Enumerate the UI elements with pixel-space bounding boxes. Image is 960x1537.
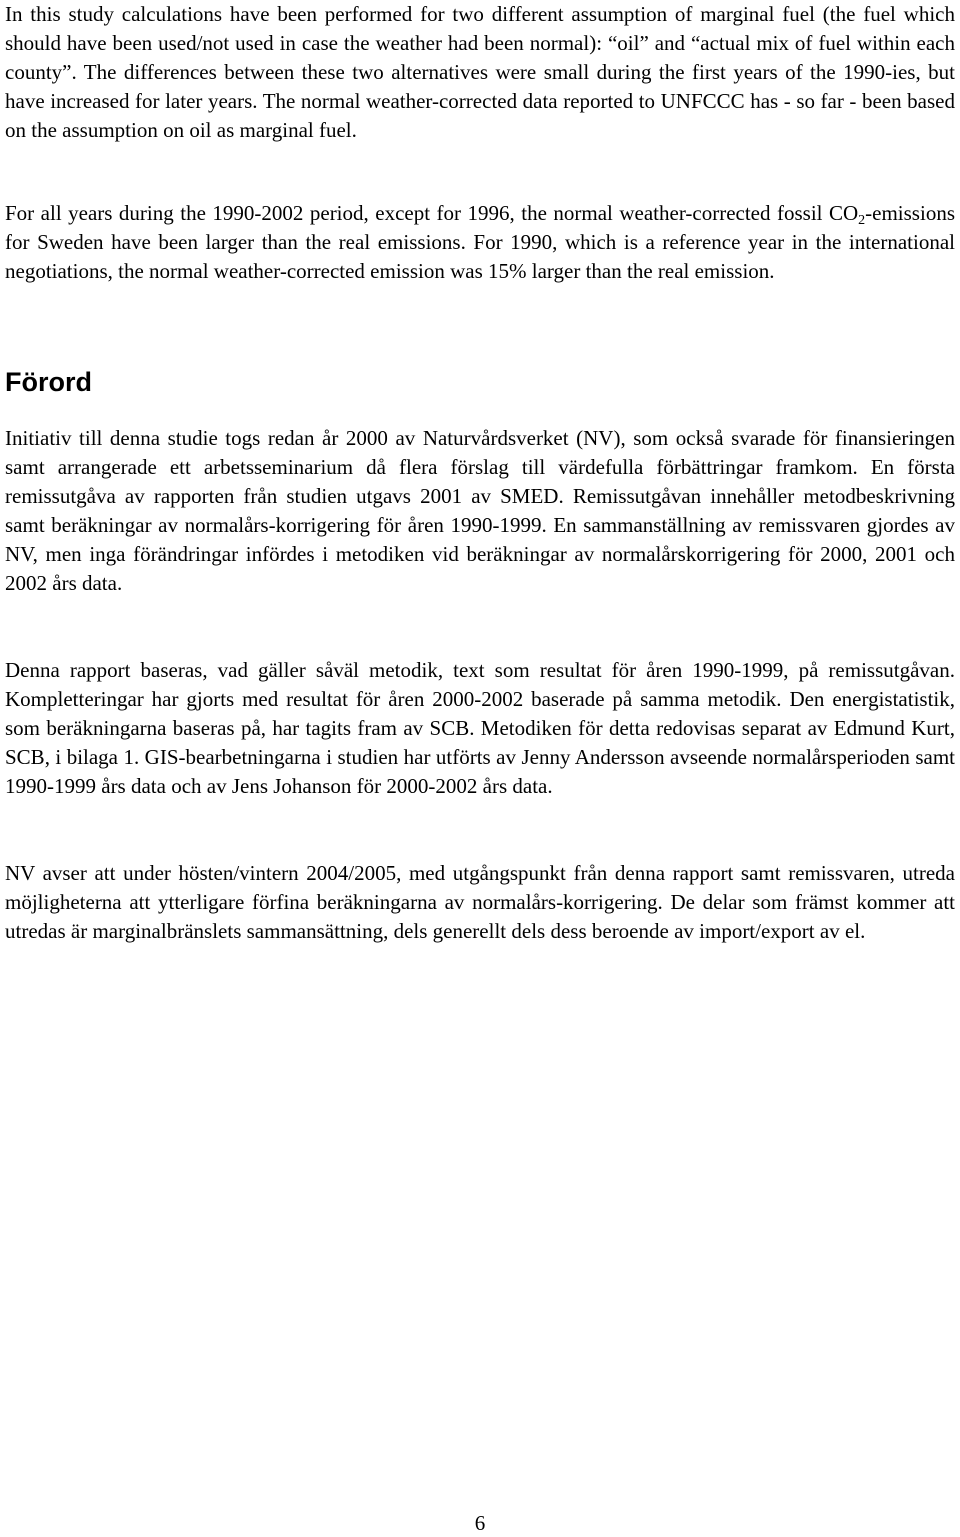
paragraph-nv-avser xyxy=(5,859,955,946)
subscript-2: 2 xyxy=(858,213,866,228)
paragraph-text: Initiativ till denna studie togs redan år 2000 av Naturvårdsverket (NV), som också svarade för finansieringen samt arrangerade ett arbetsseminarium då flera förslag till värdefulla förbättringar framkom. En första remissutgåva av rapporten från studien utgavs 2001 av SMED. Remissutgåvan innehåller metodbeskrivning samt beräkningar av normalårs-korrigering för åren 1990-1999. En sammanställning av remissvaren gjordes av NV, men inga förändringar infördes i metodiken vid beräkningar av normalårskorrigering för 2000, 2001 och 2002 års data. xyxy=(5,426,955,595)
paragraph-text-before-subscript: For all years during the 1990-2002 period, except for 1996, the normal weather-corrected fossil CO xyxy=(5,201,859,225)
page-number: 6 xyxy=(474,1511,486,1535)
paragraph-marginal-fuel xyxy=(5,0,955,145)
paragraph-text: NV avser att under hösten/vintern 2004/2005, med utgångspunkt från denna rapport samt remissvaren, utreda möjligheterna att ytterligare förfina beräkningarna av normalårs-korrigering. De delar som främst kommer att utredas är marginalbränslets sammansättning, dels generellt dels dess beroende av import/export av el. xyxy=(5,861,955,943)
paragraph-text: In this study calculations have been performed for two different assumption of marginal fuel (the fuel which should have been used/not used in case the weather had been normal): “oil” and “actual mix of fuel within each county”. The differences between these two alternatives were small during the first years of the 1990-ies, but have increased for later years. The normal weather-corrected data reported to UNFCCC has - so far - been based on the assumption on oil as marginal fuel. xyxy=(5,2,955,142)
paragraph-text: Denna rapport baseras, vad gäller såväl metodik, text som resultat för åren 1990-1999, på remissutgåvan. Kompletteringar har gjorts med resultat för åren 2000-2002 baserade på samma metodik. Den energistatistik, som beräkningarna baseras på, har tagits fram av SCB. Metodiken för detta redovisas separat av Edmund Kurt, SCB, i bilaga 1. GIS-bearbetningarna i studien har utförts av Jenny Andersson avseende normalårsperioden samt 1990-1999 års data och av Jens Johanson för 2000-2002 års data. xyxy=(5,658,955,798)
paragraph-text-after-subscript: -emissions for Sweden have been larger than the real emissions. For 1990, which is a reference year in the international negotiations, the normal weather-corrected emission was 15% larger than the real emission. xyxy=(5,201,955,283)
section-heading: Förord xyxy=(5,367,92,397)
paragraph-co2-emissions xyxy=(5,199,955,286)
paragraph-rapport-baseras xyxy=(5,656,955,801)
paragraph-initiativ xyxy=(5,424,955,598)
